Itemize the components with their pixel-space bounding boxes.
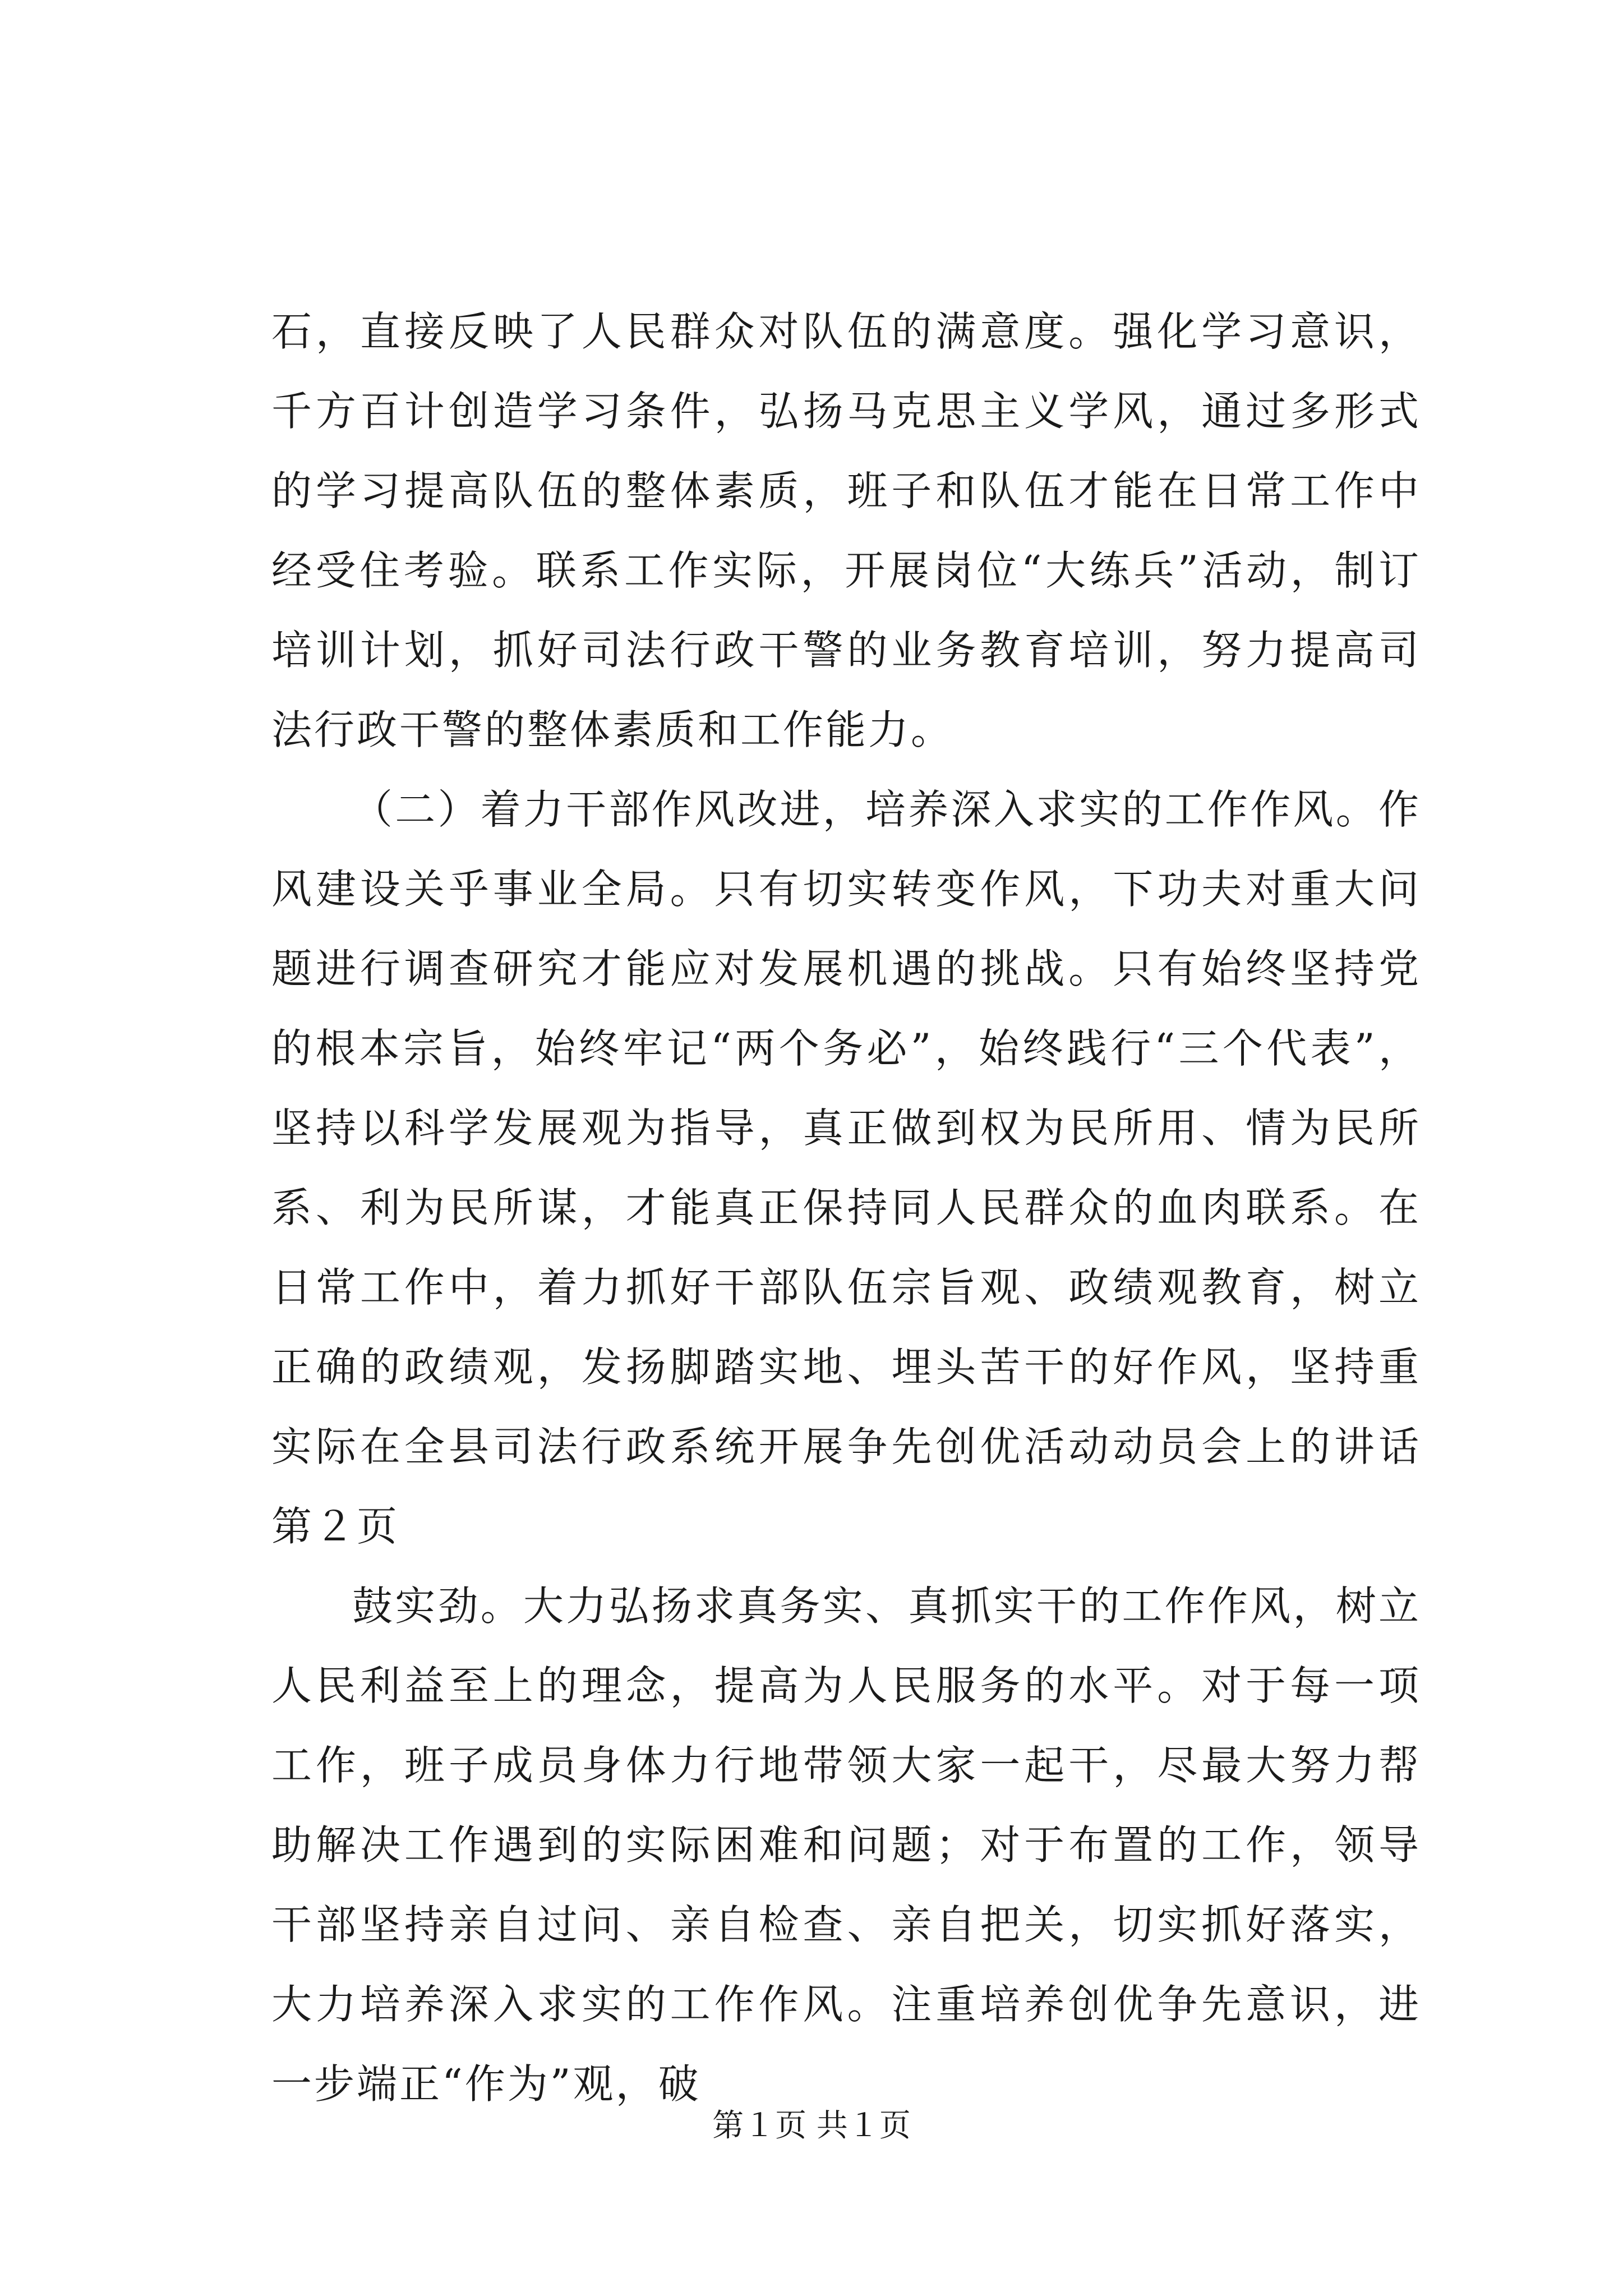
paragraph-1: 石，直接反映了人民群众对队伍的满意度。强化学习意识，千方百计创造学习条件，弘扬马克思主义学风，通过多形式的学习提高队伍的整体素质，班子和队伍才能在日常工作中经受住考验。联系工作实际，开展岗位“大练兵”活动，制订培训计划，抓好司法行政干警的业务教育培训，努力提高司法行政干警的整体素质和工作能力。 <box>271 308 1421 753</box>
paragraph-3: 鼓实劲。大力弘扬求真务实、真抓实干的工作作风，树立人民利益至上的理念，提高为人民服务的水平。对于每一项工作，班子成员身体力行地带领大家一起干，尽最大努力帮助解决工作遇到的实际困难和问题；对于布置的工作，领导干部坚持亲自过问、亲自检查、亲自把关，切实抓好落实，大力培养深入求实的工作作风。注重培养创优争先意识，进一步端正“作为”观，破 <box>271 1582 1421 2108</box>
document-body <box>271 292 1421 2124</box>
page-footer: 第１页 共１页 <box>712 2108 911 2144</box>
paragraph-2: （二）着力干部作风改进，培养深入求实的工作作风。作风建设关乎事业全局。只有切实转变作风，下功夫对重大问题进行调查研究才能应对发展机遇的挑战。只有始终坚持党的根本宗旨，始终牢记“两个务必”，始终践行“三个代表”，坚持以科学发展观为指导，真正做到权为民所用、情为民所系、利为民所谋，才能真正保持同人民群众的血肉联系。在日常工作中，着力抓好干部队伍宗旨观、政绩观教育，树立正确的政绩观，发扬脚踏实地、埋头苦干的好作风，坚持重实际在全县司法行政系统开展争先创优活动动员会上的讲话第２页 <box>271 786 1421 1550</box>
